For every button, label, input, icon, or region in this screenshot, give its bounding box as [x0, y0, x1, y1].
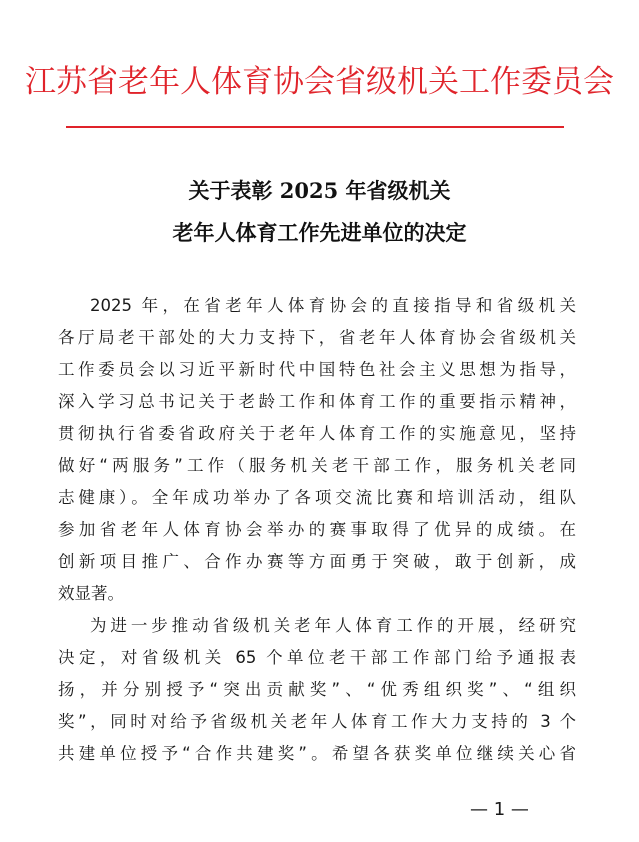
- paragraph-1-line-5: 贯彻执行省委省政府关于老年人体育工作的实施意见，坚持: [58, 424, 576, 443]
- paragraph-2-line-3: 扬，并分别授予“突出贡献奖”、“优秀组织奖”、“组织: [58, 680, 576, 699]
- paragraph-1-line-6: 做好“两服务”工作（服务机关老干部工作，服务机关老同: [58, 456, 576, 475]
- paragraph-2-line-5: 共建单位授予“合作共建奖”。希望各获奖单位继续关心省: [58, 744, 576, 763]
- document-title-line-2: 老年人体育工作先进单位的决定: [172, 220, 467, 245]
- page-number: — 1 —: [470, 799, 529, 820]
- paragraph-1-line-4: 深入学习总书记关于老龄工作和体育工作的重要指示精神，: [58, 392, 576, 411]
- paragraph-1-line-1: 2025 年，在省老年人体育协会的直接指导和省级机关: [90, 296, 576, 315]
- paragraph-2-line-2: 决定，对省级机关 65 个单位老干部工作部门给予通报表: [58, 648, 576, 667]
- paragraph-1-line-7: 志健康）。全年成功举办了各项交流比赛和培训活动，组队: [58, 488, 576, 507]
- paragraph-1-line-10: 效显著。: [58, 584, 124, 603]
- letterhead-red-rule: [66, 126, 564, 128]
- paragraph-1-line-3: 工作委员会以习近平新时代中国特色社会主义思想为指导，: [58, 360, 576, 379]
- paragraph-1-line-8: 参加省老年人体育协会举办的赛事取得了优异的成绩。在: [58, 520, 576, 539]
- paragraph-2-line-4: 奖”，同时对给予省级机关老年人体育工作大力支持的 3 个: [58, 712, 576, 731]
- letterhead-org-name: 江苏省老年人体育协会省级机关工作委员会: [25, 64, 614, 100]
- paragraph-2-line-1: 为进一步推动省级机关老年人体育工作的开展，经研究: [90, 616, 576, 635]
- paragraph-1-line-2: 各厅局老干部处的大力支持下，省老年人体育协会省级机关: [58, 328, 576, 347]
- document-title-line-1: 关于表彰 2025 年省级机关: [188, 178, 451, 203]
- paragraph-1-line-9: 创新项目推广、合作办赛等方面勇于突破，敢于创新，成: [58, 552, 576, 571]
